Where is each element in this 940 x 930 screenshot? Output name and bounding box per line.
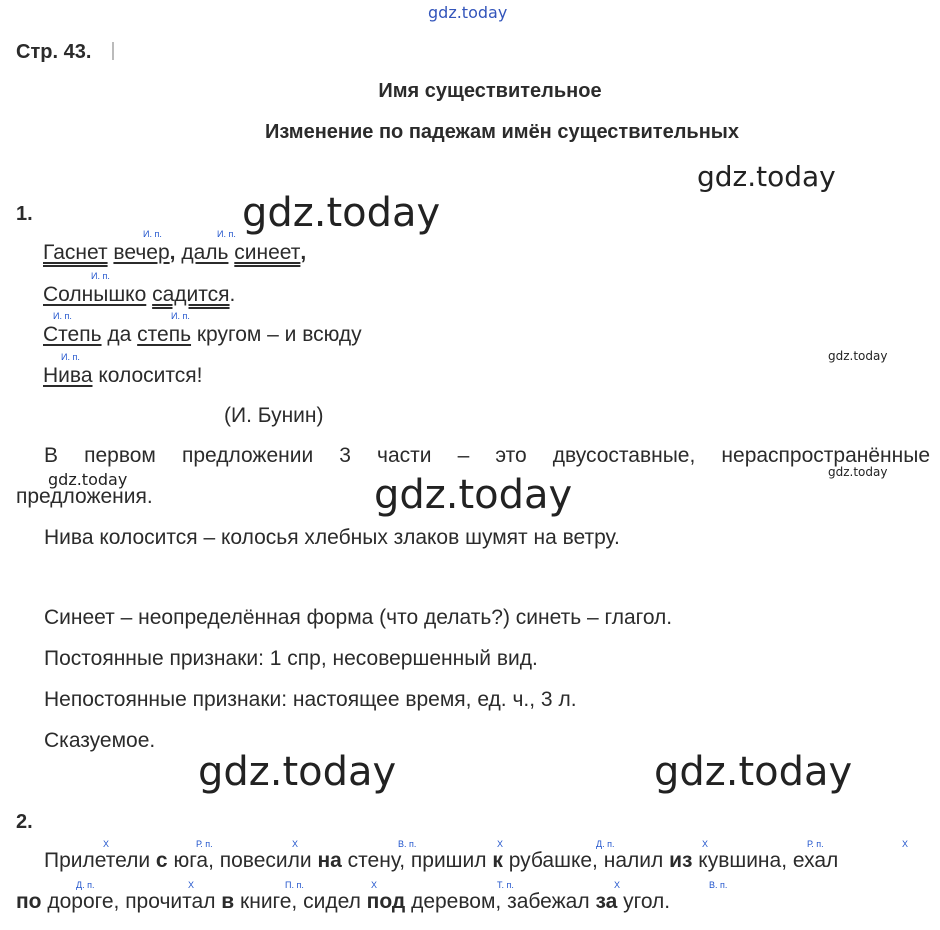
case-mark: Д. п. [596,839,615,849]
preposition: к [492,849,503,872]
case-mark: Х [292,839,299,849]
case-mark: Т. п. [497,880,514,890]
case-mark: Х [614,880,621,890]
analysis-paragraph: В первом предложении 3 части – это двусоставные, нераспространённые [44,444,930,467]
predicate-word: синеет [234,241,301,264]
case-mark: И. п. [61,352,80,362]
case-mark: И. п. [91,271,110,281]
watermark: gdz.today [654,749,853,795]
case-mark: П. п. [285,880,304,890]
poem-line-1: И. п. И. п. Гаснет вечер, даль синеет, [43,229,307,264]
poem-line-4: И. п. Нива колосится! [43,352,203,387]
preposition: по [16,890,42,913]
case-mark: В. п. [709,880,728,890]
case-mark: Д. п. [76,880,95,890]
case-mark: В. п. [398,839,417,849]
case-mark: Х [497,839,504,849]
poem-line-3: И. п. И. п. Степь да степь кругом – и всюду [43,311,362,346]
case-mark: Р. п. [807,839,824,849]
watermark-top: gdz.today [428,3,508,22]
page-label: Стр. 43. [16,41,92,63]
poem-author: (И. Бунин) [224,404,324,427]
preposition: под [366,890,406,913]
watermark: gdz.today [242,190,441,236]
analysis-paragraph: Постоянные признаки: 1 спр, несовершенный вид. [44,647,538,670]
subject-word: степь [137,323,192,346]
watermark: gdz.today [48,470,128,489]
subject-word: даль [181,241,229,264]
case-mark: Х [188,880,195,890]
analysis-paragraph: Непостоянные признаки: настоящее время, ед. ч., 3 л. [44,688,577,711]
section-title: Имя существительное [378,80,602,102]
preposition: с [155,849,168,872]
task2-line-1: Прилетели с юга, повесили на стену, пришил к рубашке, налил из кувшина, ехал [44,849,839,872]
case-mark: И. п. [217,229,236,239]
preposition: за [595,890,618,913]
case-mark: И. п. [143,229,162,239]
predicate-word: Гаснет [43,241,108,264]
subject-word: Степь [43,323,102,346]
watermark: gdz.today [697,160,836,193]
watermark: gdz.today [374,472,573,518]
case-mark: И. п. [53,311,72,321]
analysis-paragraph: Сказуемое. [44,729,156,752]
watermark: gdz.today [828,349,888,363]
poem-line-2: И. п. Солнышко садится. [43,271,236,306]
watermark: gdz.today [198,749,397,795]
case-mark: Х [371,880,378,890]
subject-word: Солнышко [43,283,147,306]
task-number: 1. [16,203,33,225]
task-number: 2. [16,811,33,833]
case-mark: Х [902,839,909,849]
cursor-mark [112,42,114,60]
subject-word: вечер [113,241,170,264]
case-mark: Х [702,839,709,849]
preposition: на [317,849,342,872]
analysis-paragraph: Синеет – неопределённая форма (что делать?) синеть – глагол. [44,606,673,629]
preposition: из [669,849,693,872]
predicate-word: садится [152,283,230,306]
preposition: в [221,890,235,913]
case-mark: Р. п. [196,839,213,849]
section-subtitle: Изменение по падежам имён существительных [264,121,740,143]
case-mark: Х [103,839,110,849]
task2-line-2: по дороге, прочитал в книге, сидел под деревом, забежал за угол. [16,890,671,913]
case-mark: И. п. [171,311,190,321]
analysis-paragraph-cont: предложения. [16,485,153,508]
subject-word: Нива [43,364,93,387]
watermark: gdz.today [828,465,888,479]
analysis-paragraph: Нива колосится – колосья хлебных злаков шумят на ветру. [44,526,620,549]
